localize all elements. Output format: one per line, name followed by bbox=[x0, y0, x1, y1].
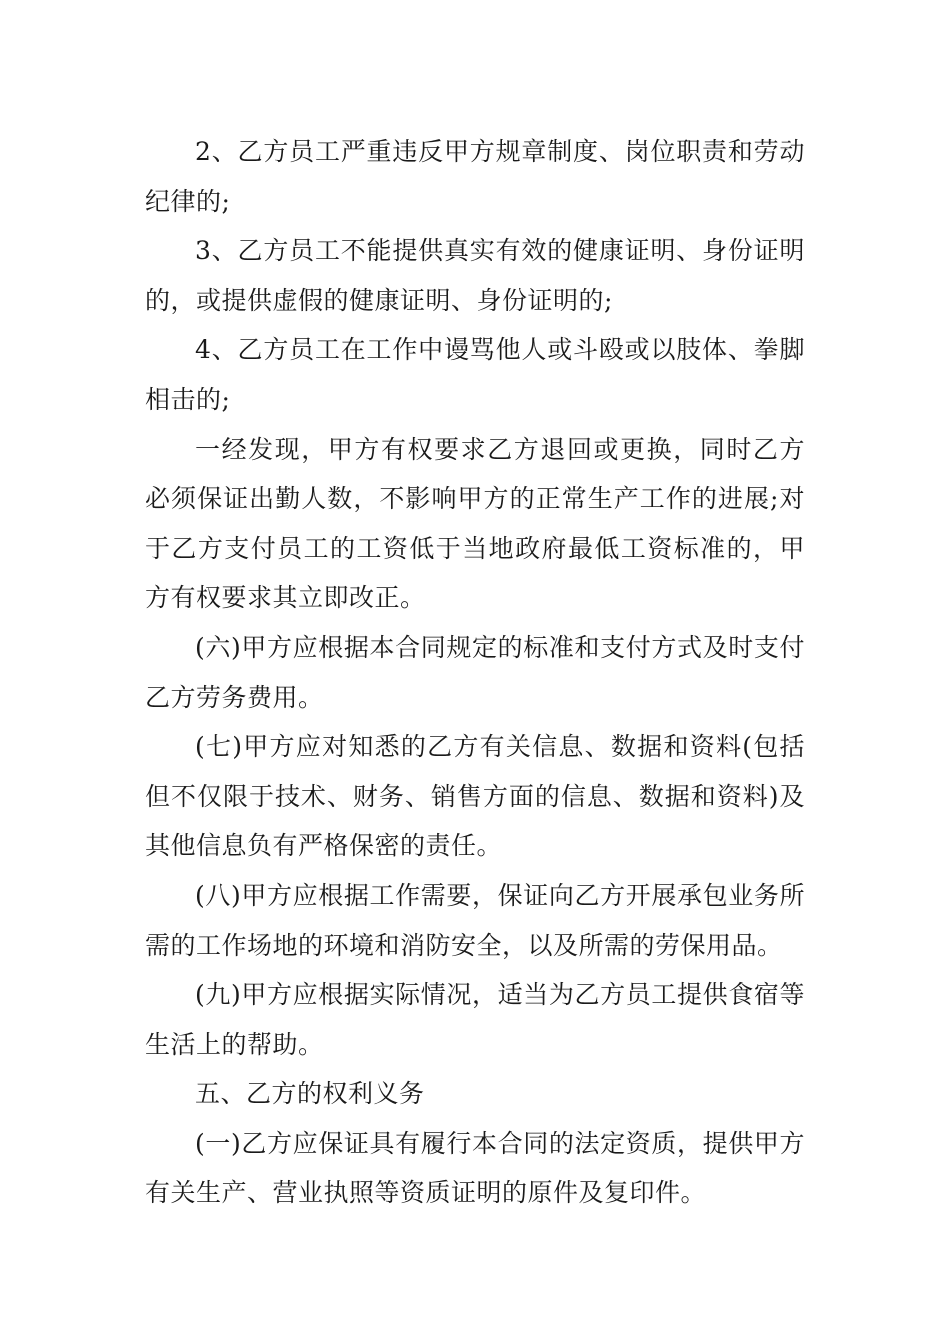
section-heading-5: 五、乙方的权利义务 bbox=[195, 1079, 425, 1109]
paragraph-party-b-clause-1: (一)乙方应保证具有履行本合同的法定资质，提供甲方有关生产、营业执照等资质证明的原件及复印件。 bbox=[145, 1128, 805, 1208]
paragraph-clause-7: (七)甲方应对知悉的乙方有关信息、数据和资料(包括但不仅限于技术、财务、销售方面的信息、数据和资料)及其他信息负有严格保密的责任。 bbox=[145, 732, 805, 861]
paragraph-item-3: 3、乙方员工不能提供真实有效的健康证明、身份证明的，或提供虚假的健康证明、身份证明的; bbox=[145, 236, 805, 315]
paragraph-discovery-clause: 一经发现，甲方有权要求乙方退回或更换，同时乙方必须保证出勤人数，不影响甲方的正常生产工作的进展;对于乙方支付员工的工资低于当地政府最低工资标准的，甲方有权要求其立即改正。 bbox=[145, 434, 805, 613]
paragraph-item-2: 2、乙方员工严重违反甲方规章制度、岗位职责和劳动纪律的; bbox=[145, 137, 805, 216]
paragraph-clause-8: (八)甲方应根据工作需要，保证向乙方开展承包业务所需的工作场地的环境和消防安全，以及所需的劳保用品。 bbox=[145, 880, 805, 960]
paragraph-clause-9: (九)甲方应根据实际情况，适当为乙方员工提供食宿等生活上的帮助。 bbox=[145, 980, 805, 1059]
document-page bbox=[145, 127, 805, 1218]
paragraph-clause-6: (六)甲方应根据本合同规定的标准和支付方式及时支付乙方劳务费用。 bbox=[145, 632, 805, 712]
paragraph-item-4: 4、乙方员工在工作中谩骂他人或斗殴或以肢体、拳脚相击的; bbox=[145, 335, 805, 414]
